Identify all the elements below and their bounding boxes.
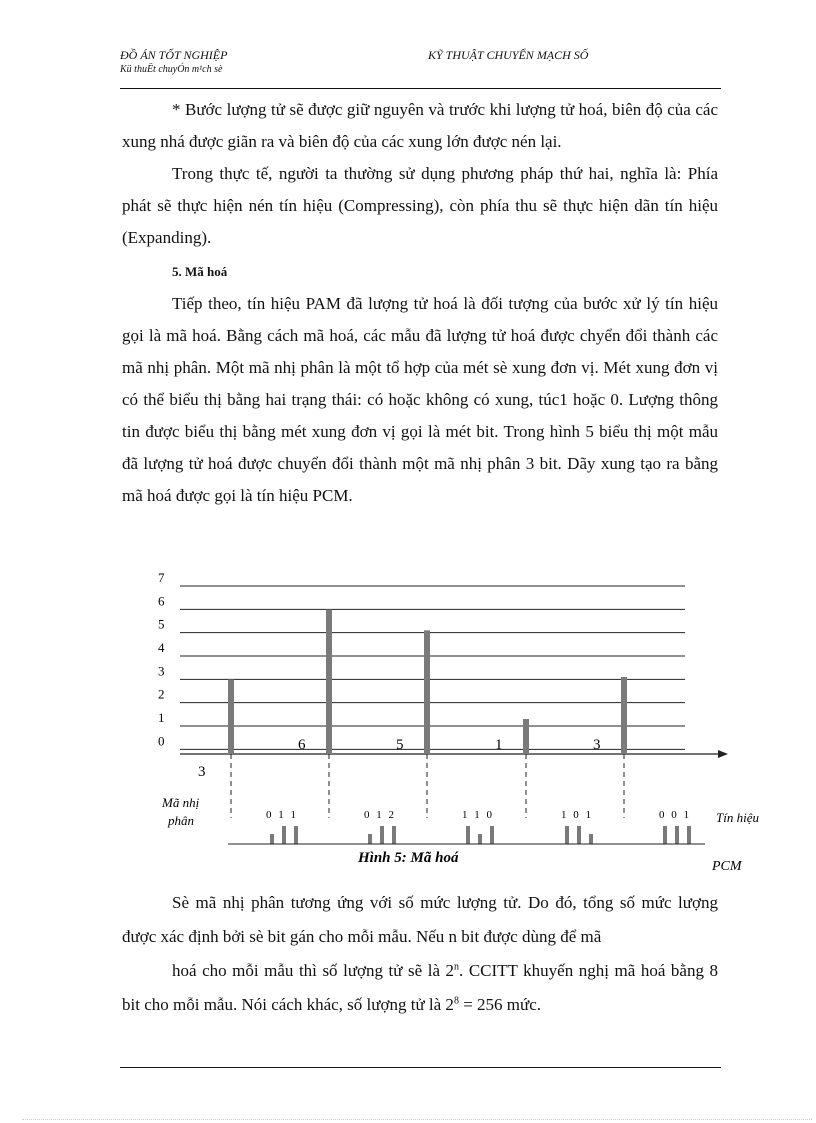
pulse-bar <box>392 826 396 844</box>
pulse-bar <box>589 834 593 844</box>
label-binary-code-line1: Mã nhị <box>162 795 200 810</box>
binary-code-label: 0 1 1 <box>266 809 298 821</box>
body-text-top <box>122 94 718 512</box>
label-signal: Tín hiệu <box>716 810 759 825</box>
binary-code-label: 1 0 1 <box>561 809 593 821</box>
body-text-bottom <box>122 886 718 1022</box>
pulse-bar <box>663 826 667 844</box>
pulse-bar <box>577 826 581 844</box>
binary-code-label: 0 0 1 <box>659 809 691 821</box>
encoding-chart <box>150 570 790 874</box>
header-topic: KỸ THUẬT CHUYỂN MẠCH SỐ <box>428 48 589 62</box>
sup-n: n <box>454 961 460 973</box>
header-block <box>120 48 720 88</box>
binary-code-label: 1 1 0 <box>462 809 494 821</box>
paragraph-ccitt <box>122 954 718 1022</box>
sample-bar <box>424 630 430 754</box>
pulse-bar <box>270 834 274 844</box>
label-pcm: PCM <box>712 859 742 874</box>
page-edge-dots <box>22 1119 812 1120</box>
section-heading-encoding: 5. Mã hoá <box>172 264 228 279</box>
sample-value-label: 3 <box>198 764 206 780</box>
x-axis-arrow <box>718 750 728 758</box>
binary-code-label: 0 1 2 <box>364 809 396 821</box>
pulse-bar <box>466 826 470 844</box>
ccitt-text-3: = 256 mức. <box>458 995 542 1014</box>
sample-bar <box>523 719 529 754</box>
pulse-bar <box>478 834 482 844</box>
pulse-bar <box>687 826 691 844</box>
pulse-bar <box>368 834 372 844</box>
pulse-bar <box>282 826 286 844</box>
y-tick-label: 1 <box>158 710 165 725</box>
ccitt-text-2: . CCITT khuyến nghị mã hoá bằng 8 bit cho mỗi mẫu. Nói cách khác, số lượng tử là 2 <box>122 961 718 1014</box>
figure-encoding <box>150 570 790 874</box>
y-tick-label: 3 <box>158 663 165 679</box>
sample-value-label: 1 <box>495 737 503 753</box>
ccitt-text-1: hoá cho mỗi mẫu thì số lượng tử sẽ là 2 <box>172 961 455 980</box>
sample-bar <box>621 677 627 754</box>
header-thesis-subtitle: Kü thuËt chuyÓn m¹ch sè <box>120 64 223 75</box>
header-rule <box>120 88 721 89</box>
sample-value-label: 6 <box>298 737 306 753</box>
sample-value-label: 3 <box>593 737 601 753</box>
pulse-bar <box>565 826 569 844</box>
footer-rule <box>120 1067 721 1068</box>
y-tick-label: 0 <box>158 733 165 749</box>
pulse-bar <box>380 826 384 844</box>
figure-caption: Hình 5: Mã hoá <box>358 850 459 866</box>
y-tick-label: 6 <box>158 593 165 609</box>
paragraph-encoding: Tiếp theo, tín hiệu PAM đã lượng tử hoá là đối tượng của bước xử lý tín hiệu gọi là mã hoá. Bằng cách mã hoá, các mẫu đã lượng tử hoá được chyển đổi thành các mã nhị phân. Một mã nhị phân là một tổ hợp của mét sè xung đơn vị. Mét xung đơn vị có thể biểu thị bằng hai trạng thái: có hoặc không có xung, túc1 hoặc 0. Lượng thông tin được biểu thị bằng mét xung đơn vị gọi là mét bit. Trong hình 5 biểu thị một mẫu đã lượng tử hoá được chuyển đổi thành một mã nhị phân 3 bit. Dãy xung tạo ra bằng mã hoá được gọi là tín hiệu PCM. <box>122 294 718 505</box>
sample-value-label: 5 <box>396 737 404 753</box>
pulse-bar <box>675 826 679 844</box>
paragraph-bit-count: Sè mã nhị phân tương ứng với số mức lượng tử. Do đó, tổng số mức lượng được xác định bởi sè bit gán cho mỗi mẫu. Nếu n bit được dùng để mã <box>122 893 718 946</box>
paragraph-quant-step: * Bước lượng tử sẽ được giữ nguyên và trước khi lượng tử hoá, biên độ của các xung nhá được giãn ra và biên độ của các xung lớn được nén lại. <box>122 100 718 151</box>
y-tick-label: 4 <box>158 640 165 655</box>
sample-bar <box>326 609 332 754</box>
y-tick-label: 5 <box>158 616 165 632</box>
y-tick-label: 2 <box>158 686 165 702</box>
sup-8: 8 <box>453 995 459 1007</box>
sample-bar <box>228 679 234 754</box>
pulse-bar <box>294 826 298 844</box>
paragraph-compress-expand: Trong thực tế, người ta thường sử dụng phương pháp thứ hai, nghĩa là: Phía phát sẽ thực hiện nén tín hiệu (Compressing), còn phía thu sẽ thực hiện dãn tín hiệu (Expanding). <box>122 164 718 247</box>
pulse-bar <box>490 826 494 844</box>
label-binary-code-line2: phân <box>168 813 194 828</box>
header-thesis-title: ĐỒ ÁN TỐT NGHIỆP <box>120 48 228 62</box>
y-tick-label: 7 <box>158 570 165 585</box>
